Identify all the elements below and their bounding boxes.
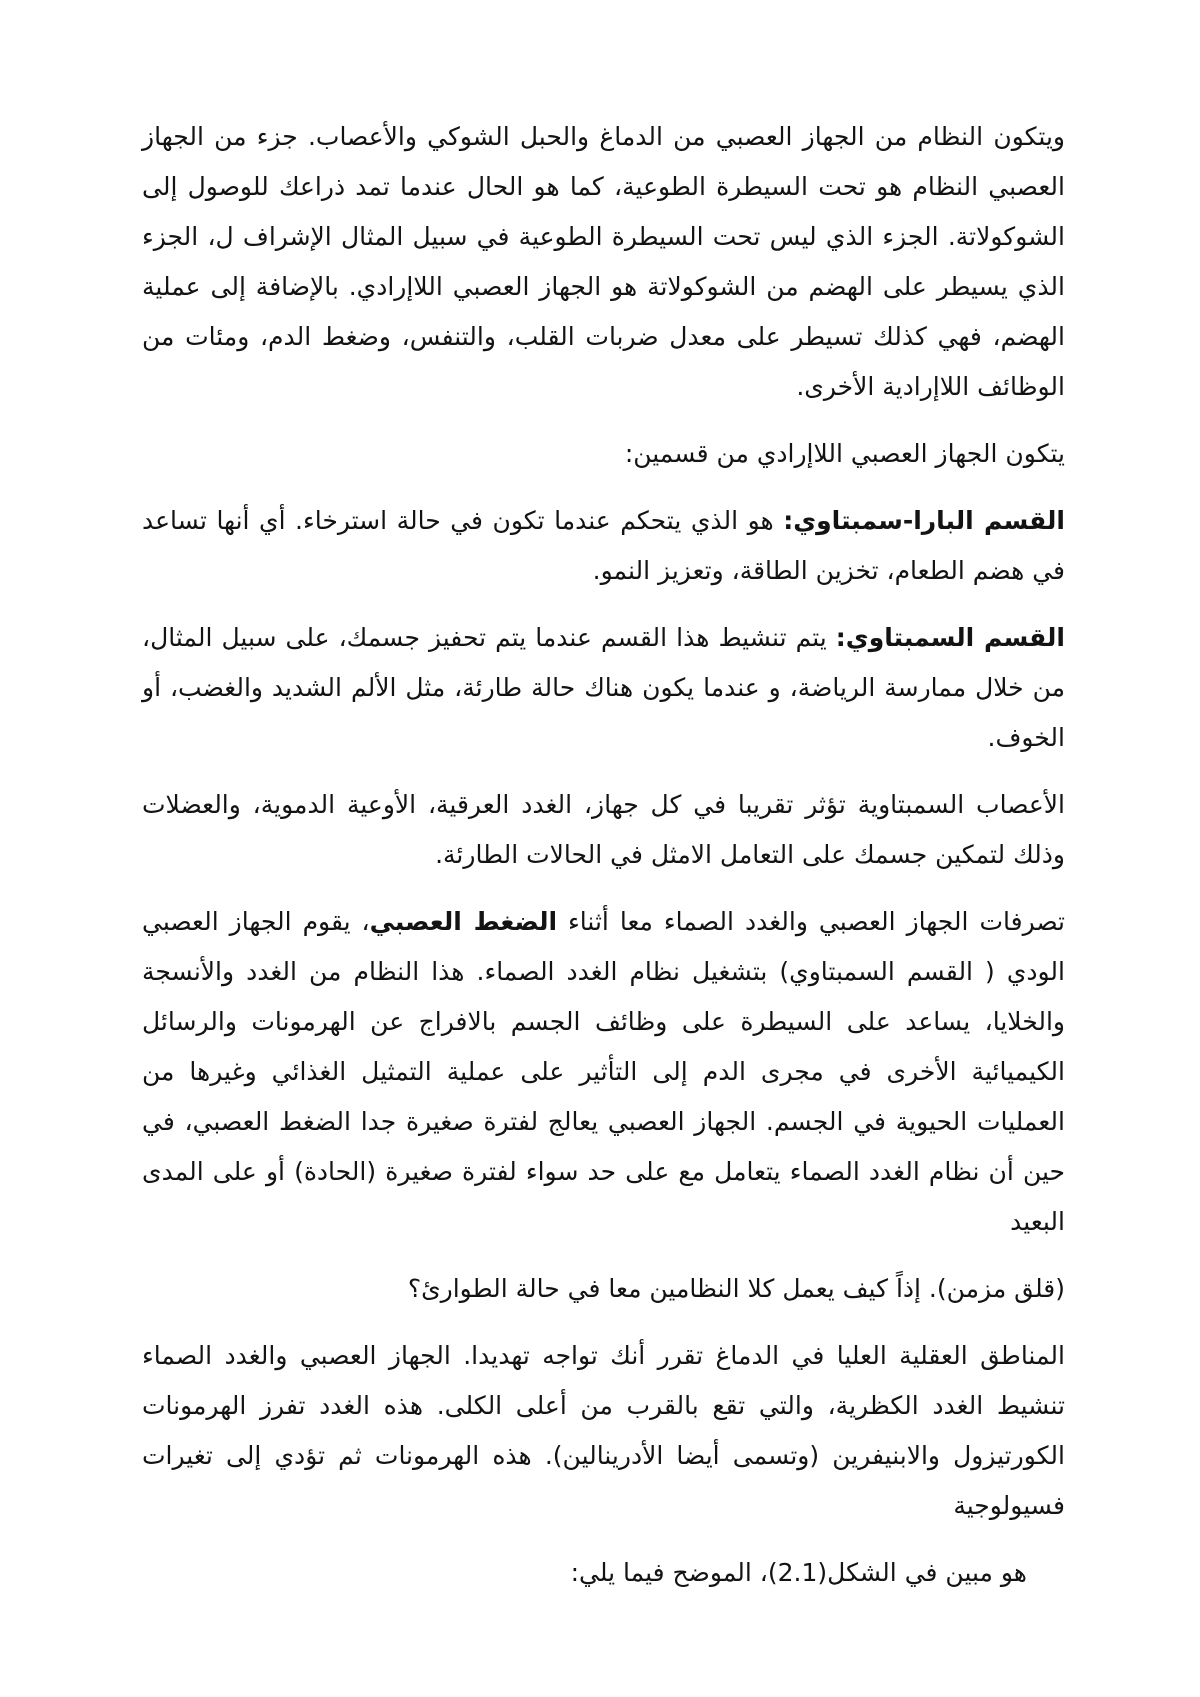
text-run: (قلق مزمن). إذاً كيف يعمل كلا النظامين معا في حالة الطوارئ؟ xyxy=(407,1274,1065,1303)
paragraph xyxy=(142,1548,1065,1598)
text-run: هو مبين في الشكل(2.1)، الموضح فيما يلي: xyxy=(570,1558,1027,1587)
bold-text-run: الضغط العصبي xyxy=(369,907,558,936)
text-run: يتم تنشيط هذا القسم عندما يتم تحفيز جسمك، على سبيل المثال، من خلال ممارسة الرياضة، و عندما يكون هناك حالة طارئة، مثل الألم الشديد والغضب، أو الخوف. xyxy=(142,623,1065,752)
paragraph xyxy=(142,496,1065,596)
text-run: ، يقوم الجهاز العصبي الودي ( القسم السمبتاوي) بتشغيل نظام الغدد الصماء. هذا النظام من الغدد والأنسجة والخلايا، يساعد على السيطرة على وظائف الجسم بالافراج عن الهرمونات والرسائل الكيميائية الأخرى في مجرى الدم إلى التأثير على عملية التمثيل الغذائي وغيرها من العمليات الحيوية في الجسم. الجهاز العصبي يعالج لفترة صغيرة جدا الضغط العصبي، في حين أن نظام الغدد الصماء يتعامل مع على حد سواء لفترة صغيرة (الحادة) أو على المدى البعيد xyxy=(142,907,1065,1236)
paragraph xyxy=(142,429,1065,479)
text-run: الأعصاب السمبتاوية تؤثر تقريبا في كل جهاز، الغدد العرقية، الأوعية الدموية، والعضلات وذلك لتمكين جسمك على التعامل الامثل في الحالات الطارئة. xyxy=(142,790,1065,869)
text-run: هو الذي يتحكم عندما تكون في حالة استرخاء. أي أنها تساعد في هضم الطعام، تخزين الطاقة، وتعزيز النمو. xyxy=(142,506,1065,585)
paragraph xyxy=(142,1264,1065,1314)
paragraph xyxy=(142,780,1065,880)
document-text-block xyxy=(142,112,1065,1598)
paragraph xyxy=(142,613,1065,763)
text-run: ويتكون النظام من الجهاز العصبي من الدماغ والحبل الشوكي والأعصاب. جزء من الجهاز العصبي النظام هو تحت السيطرة الطوعية، كما هو الحال عندما تمد ذراعك للوصول إلى الشوكولاتة. الجزء الذي ليس تحت السيطرة الطوعية في سبيل المثال الإشراف ل، الجزء الذي يسيطر على الهضم من الشوكولاتة هو الجهاز العصبي اللاإرادي. بالإضافة إلى عملية الهضم، فهي كذلك تسيطر على معدل ضربات القلب، والتنفس، وضغط الدم، ومئات من الوظائف اللاإرادية الأخرى. xyxy=(142,122,1065,401)
text-run: يتكون الجهاز العصبي اللاإرادي من قسمين: xyxy=(624,439,1065,468)
text-run: المناطق العقلية العليا في الدماغ تقرر أنك تواجه تهديدا. الجهاز العصبي والغدد الصماء تنشيط الغدد الكظرية، والتي تقع بالقرب من أعلى الكلى. هذه الغدد تفرز الهرمونات الكورتيزول والابنيفرين (وتسمى أيضا الأدرينالين). هذه الهرمونات ثم تؤدي إلى تغيرات فسيولوجية xyxy=(142,1341,1065,1520)
paragraph xyxy=(142,897,1065,1247)
text-run: تصرفات الجهاز العصبي والغدد الصماء معا أثناء xyxy=(557,907,1066,936)
bold-text-run: القسم البارا-سمبتاوي: xyxy=(783,506,1065,535)
paragraph xyxy=(142,1331,1065,1531)
paragraph xyxy=(142,112,1065,412)
bold-text-run: القسم السمبتاوي: xyxy=(835,623,1065,652)
